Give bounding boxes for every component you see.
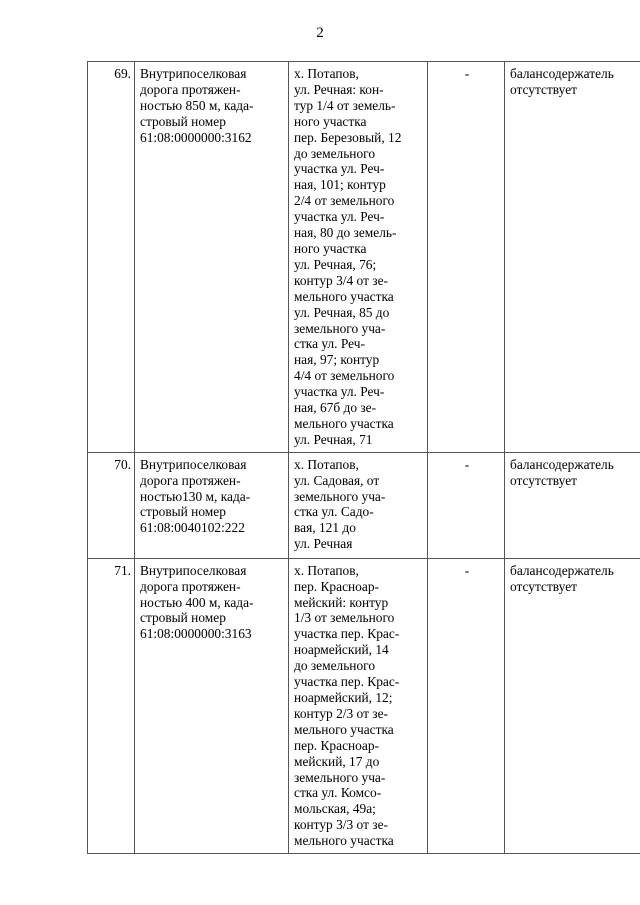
road-registry-table: [87, 61, 640, 854]
row-number: 69.: [88, 62, 135, 453]
balance-holder: балансодержатель отсутствует: [505, 452, 640, 558]
road-location: х. Потапов, ул. Речная: кон- тур 1/4 от земель- ного участка пер. Березовый, 12 до земельного участка ул. Реч- ная, 101; контур 2/4 от земельного участка ул. Реч- ная, 80 до земель- ного участка ул. Речная, 76; контур 3/4 от зе- мельного участка ул. Речная, 85 до земельного уча- стка ул. Реч- ная, 97; контур 4/4 от земельного участка ул. Реч- ная, 67б до зе- мельного участка ул. Речная, 71: [289, 62, 428, 453]
table-row: [88, 558, 640, 853]
road-location: х. Потапов, ул. Садовая, от земельного уча- стка ул. Садо- вая, 121 до ул. Речная: [289, 452, 428, 558]
road-location: х. Потапов, пер. Красноар- мейский: контур 1/3 от земельного участка пер. Крас- ноармейский, 14 до земельного участка пер. Крас- ноармейский, 12; контур 2/3 от зе- мельного участка пер. Красноар- мейский, 17 до земельного уча- стка ул. Комсо- мольская, 49а; контур 3/3 от зе- мельного участка: [289, 558, 428, 853]
table-row: [88, 62, 640, 453]
road-description: Внутрипоселковая дорога протяжен- ностью 850 м, када- стровый номер 61:08:0000000:3162: [135, 62, 289, 453]
empty-value-cell: -: [428, 452, 505, 558]
row-number: 71.: [88, 558, 135, 853]
balance-holder: балансодержатель отсутствует: [505, 558, 640, 853]
row-number: 70.: [88, 452, 135, 558]
empty-value-cell: -: [428, 558, 505, 853]
road-description: Внутрипоселковая дорога протяжен- ностью 400 м, када- стровый номер 61:08:0000000:3163: [135, 558, 289, 853]
page-number: 2: [316, 25, 324, 41]
empty-value-cell: -: [428, 62, 505, 453]
balance-holder: балансодержатель отсутствует: [505, 62, 640, 453]
table-row: [88, 452, 640, 558]
road-description: Внутрипоселковая дорога протяжен- ностью130 м, када- стровый номер 61:08:0040102:222: [135, 452, 289, 558]
